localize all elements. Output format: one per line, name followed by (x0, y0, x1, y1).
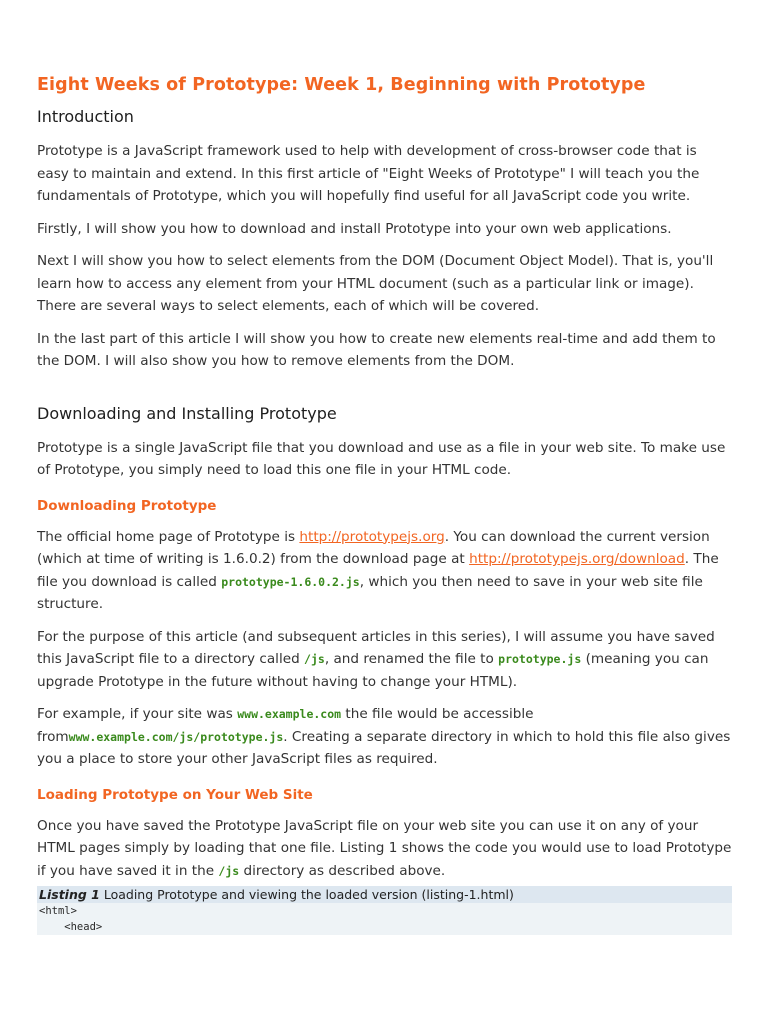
intro-paragraph: In the last part of this article I will show you how to create new elements real-time and add them to the DOM. I will also show you how to remove elements from the DOM. (37, 330, 716, 369)
intro-paragraph: Firstly, I will show you how to download and install Prototype into your own web applications. (37, 220, 672, 237)
intro-paragraph: Prototype is a JavaScript framework used to help with development of cross-browser code that is easy to maintain and extend. In this first article of "Eight Weeks of Prototype" I will teach you the fundamentals of Prototype, which you will hopefully find useful for all JavaScript code you write. (37, 143, 700, 204)
listing-caption-text: Loading Prototype and viewing the loaded version (listing-1.html) (99, 887, 514, 902)
download-paragraph-2 (37, 626, 732, 694)
listing-label: Listing 1 (39, 887, 100, 902)
inline-code: /js (218, 863, 240, 878)
download-paragraph-1 (37, 526, 732, 616)
text-run: . You can download the current version (which at time of writing is 1.6.0.2) from the download page at (37, 528, 710, 567)
text-run: . The file you download is called (37, 551, 719, 590)
text-run: the file would be accessible from (37, 706, 534, 745)
install-heading: Downloading and Installing Prototype (37, 403, 337, 423)
article (37, 72, 732, 935)
downloading-prototype-heading: Downloading Prototype (37, 497, 217, 514)
text-run: directory as described above. (239, 862, 446, 879)
loading-paragraph (37, 815, 732, 883)
text-run: For the purpose of this article (and subsequent articles in this series), I will assume you have saved this JavaScript file to a directory called (37, 628, 715, 667)
inline-code: www.example.com/js/prototype.js (68, 729, 284, 744)
text-run: . Creating a separate directory in which to hold this file also gives you a place to store your other JavaScript files as required. (37, 728, 731, 767)
intro-paragraph: Next I will show you how to select elements from the DOM (Document Object Model). That is, you'll learn how to access any element from your HTML document (such as a particular link or image). There are several ways to select elements, each of which will be covered. (37, 253, 714, 314)
text-run: , which you then need to save in your web site file structure. (37, 573, 703, 612)
inline-code: /js (304, 652, 325, 666)
code-listing (37, 903, 732, 935)
text-run: For example, if your site was (37, 706, 238, 722)
text-run: Once you have saved the Prototype JavaScript file on your web site you can use it on any of your HTML pages simply by loading that one file. Listing 1 shows the code you would use to load Prototype if you have saved it in the (37, 817, 732, 879)
code-line: <head> (39, 921, 103, 933)
inline-code: www.example.com (237, 707, 342, 721)
prototype-homepage-link[interactable]: http://prototypejs.org (299, 528, 445, 545)
download-paragraph-3 (37, 703, 732, 771)
prototype-download-link[interactable]: http://prototypejs.org/download (469, 551, 685, 567)
inline-code: prototype.js (498, 652, 582, 666)
listing-caption (37, 886, 732, 903)
article-title: Eight Weeks of Prototype: Week 1, Beginning with Prototype (37, 75, 646, 95)
text-run: (meaning you can upgrade Prototype in the future without having to change your HTML). (37, 651, 709, 690)
text-run: The official home page of Prototype is (37, 528, 300, 545)
install-paragraph: Prototype is a single JavaScript file that you download and use as a file in your web site. To make use of Prototype, you simply need to load this one file in your HTML code. (37, 439, 726, 478)
code-line: <html> (39, 905, 77, 917)
introduction-heading: Introduction (37, 107, 134, 126)
loading-prototype-heading: Loading Prototype on Your Web Site (37, 786, 313, 803)
inline-code: prototype-1.6.0.2.js (221, 574, 360, 589)
text-run: , and renamed the file to (324, 651, 499, 667)
